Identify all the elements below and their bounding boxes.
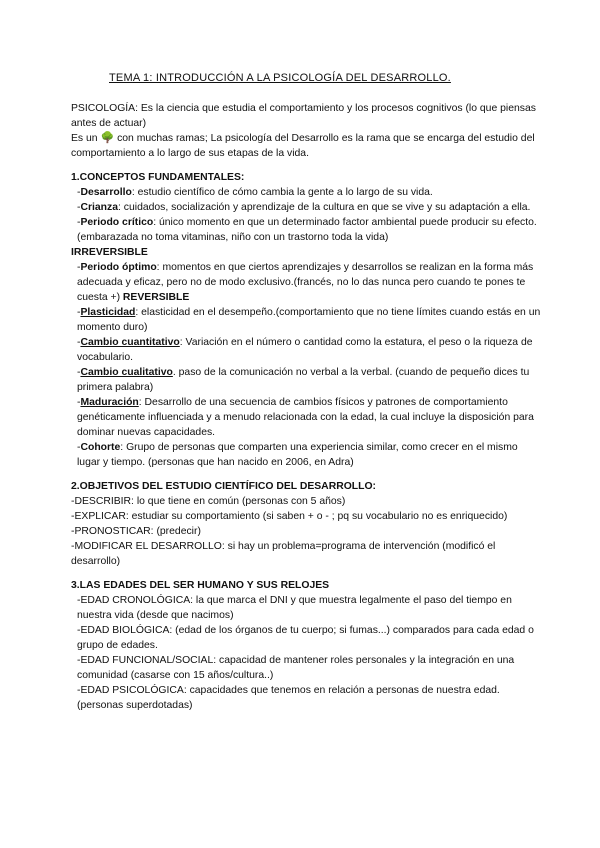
concept-text: : Variación en el número o cantidad como la estatura, el peso o la riqueza de vocabulario. [77,337,533,363]
intro-tree-line [71,131,541,161]
section-1-heading: 1.CONCEPTOS FUNDAMENTALES: [71,172,245,183]
concept-text: : cuidados, socialización y aprendizaje de la cultura en que se vive y su adaptación a ella. [118,202,531,213]
concept-text: : elasticidad en el desempeño.(comportamiento que no tiene límites cuando estás en un momento duro) [77,307,541,333]
concept-term: Periodo óptimo [80,262,157,273]
age-cronologica: -EDAD CRONOLÓGICA: la que marca el DNI y que muestra legalmente el paso del tiempo en nuestra vida (desde que nacimos) [77,595,512,621]
concept-text: . paso de la comunicación no verbal a la verbal. (cuando de pequeño dices tu primera palabra) [77,367,530,393]
item-dash: - [77,262,81,273]
objective-pronosticar: -PRONOSTICAR: (predecir) [71,526,201,537]
concept-periodo-critico [71,215,541,245]
concept-cohorte [71,440,541,470]
concept-text: : momentos en que ciertos aprendizajes y desarrollos se realizan en la forma más adecuada y eficaz, pero no de modo exclusivo.(francés, no lo das nunca pero cuando te pones te cuesta +) [77,262,534,303]
section-2-heading: 2.OBJETIVOS DEL ESTUDIO CIENTÍFICO DEL DESARROLLO: [71,481,377,492]
concept-term: Plasticidad [80,307,136,318]
irreversible-text: IRREVERSIBLE [71,247,148,258]
concept-term: Cambio cualitativo [80,367,173,378]
concept-plasticidad [71,305,541,335]
irreversible-label [71,245,541,260]
concept-text: : Desarrollo de una secuencia de cambios físicos y patrones de comportamiento genéticamente influenciada y a menudo relacionada con la edad, la cual incluye la disposición para dominar nuevas capacidades. [77,397,534,438]
age-psicologica: -EDAD PSICOLÓGICA: capacidades que tenemos en relación a personas de nuestra edad. (personas superdotadas) [77,685,500,711]
concept-text: : estudio científico de cómo cambia la gente a lo largo de su vida. [131,187,433,198]
intro-tree-pre: Es un [71,133,98,144]
item-dash: - [77,187,81,198]
intro-tree-post: con muchas ramas; La psicología del Desarrollo es la rama que se encarga del estudio del comportamiento a lo largo de sus etapas de la vida. [71,133,535,159]
item-dash: - [77,442,81,453]
concept-term: Periodo crítico [80,217,154,228]
concept-term: Desarrollo [80,187,132,198]
concept-desarrollo [71,185,541,200]
item-dash: - [77,337,81,348]
age-biologica: -EDAD BIOLÓGICA: (edad de los órganos de tu cuerpo; si fumas...) comparados para cada edad o grupo de edades. [77,625,534,651]
age-funcional-social: -EDAD FUNCIONAL/SOCIAL: capacidad de mantener roles personales y la integración en una comunidad (casarse con 15 años/cultura..) [77,655,515,681]
reversible-label: REVERSIBLE [122,292,190,303]
concept-cambio-cualitativo [71,365,541,395]
page-title: TEMA 1: INTRODUCCIÓN A LA PSICOLOGÍA DEL DESARROLLO. [109,72,451,84]
concept-maduracion [71,395,541,440]
intro-definition: PSICOLOGÍA: Es la ciencia que estudia el comportamiento y los procesos cognitivos (lo que piensas antes de actuar) [71,103,536,129]
objective-modificar: -MODIFICAR EL DESARROLLO: si hay un problema=programa de intervención (modificó el desarrollo) [71,541,496,567]
concept-term: Maduración [80,397,139,408]
objective-describir: -DESCRIBIR: lo que tiene en común (personas con 5 años) [71,496,346,507]
item-dash: - [77,397,81,408]
concept-cambio-cuantitativo [71,335,541,365]
section-3-heading: 3.LAS EDADES DEL SER HUMANO Y SUS RELOJES [71,580,330,591]
objective-explicar: -EXPLICAR: estudiar su comportamiento (si saben + o - ; pq su vocabulario no es enriquecido) [71,511,508,522]
concept-term: Cambio cuantitativo [80,337,180,348]
document-body [71,101,541,713]
concept-term: Cohorte [80,442,121,453]
item-dash: - [77,367,81,378]
item-dash: - [77,217,81,228]
concept-text: : Grupo de personas que comparten una experiencia similar, como crecer en el mismo lugar y tiempo. (personas que han nacido en 2006, en Adra) [77,442,518,468]
concept-periodo-optimo [71,260,541,305]
tree-icon: 🌳 [100,132,115,144]
concept-crianza [71,200,541,215]
item-dash: - [77,307,81,318]
concept-text: : único momento en que un determinado factor ambiental puede producir su efecto. (embarazada no toma vitaminas, niño con un trastorno toda la vida) [77,217,537,243]
item-dash: - [77,202,81,213]
concept-term: Crianza [80,202,119,213]
